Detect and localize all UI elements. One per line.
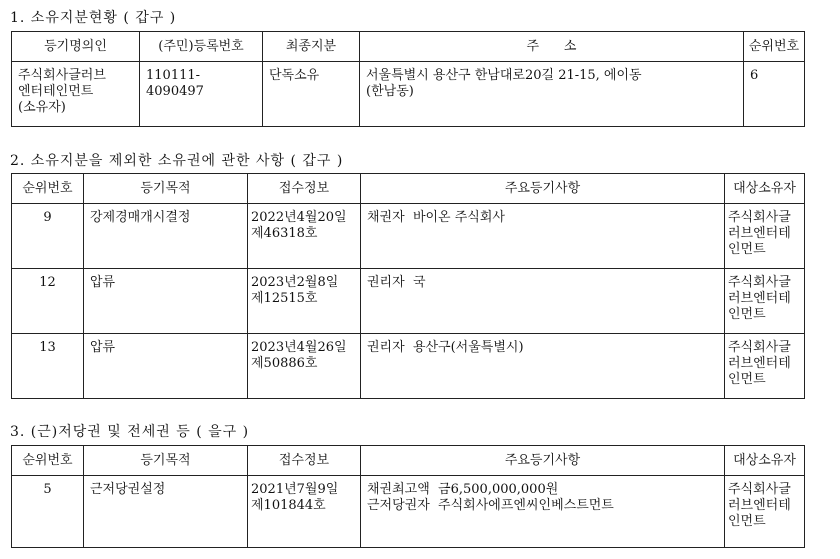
table-row xyxy=(12,476,805,548)
header-owner: 대상소유자 xyxy=(725,174,805,204)
rank-number: 6 xyxy=(744,62,805,127)
address: 서울특별시 용산구 한남대로20길 21-15, 에이동 (한남동) xyxy=(360,62,744,127)
header-rank: 순위번호 xyxy=(744,32,805,62)
registration-purpose: 강제경매개시결정 xyxy=(84,204,248,269)
header-receipt: 접수정보 xyxy=(248,446,361,476)
receipt-info: 2022년4월20일 제46318호 xyxy=(248,204,361,269)
header-rank: 순위번호 xyxy=(12,446,84,476)
section-1-title: 1. 소유지분현황 ( 갑구 ) xyxy=(10,10,177,26)
table-row xyxy=(12,204,805,269)
registration-purpose: 근저당권설정 xyxy=(84,476,248,548)
registration-number: 110111-4090497 xyxy=(140,62,263,127)
target-owner: 주식회사글 러브엔터테 인먼트 xyxy=(725,334,805,399)
table-header-row xyxy=(12,174,805,204)
header-purpose: 등기목적 xyxy=(84,446,248,476)
other-rights-table xyxy=(11,173,805,399)
main-details: 권리자 국 xyxy=(361,269,725,334)
rank-number: 5 xyxy=(12,476,84,548)
rank-number: 12 xyxy=(12,269,84,334)
table-row xyxy=(12,62,805,127)
main-details: 채권자 바이온 주식회사 xyxy=(361,204,725,269)
header-purpose: 등기목적 xyxy=(84,174,248,204)
main-details: 채권최고액 금6,500,000,000원 근저당권자 주식회사에프엔씨인베스트먼트 xyxy=(361,476,725,548)
holder-name: 주식회사글러브 엔터테인먼트 (소유자) xyxy=(12,62,140,127)
header-share: 최종지분 xyxy=(263,32,360,62)
ownership-table xyxy=(11,31,805,127)
section-3-title: 3. (근)저당권 및 전세권 등 ( 을구 ) xyxy=(10,424,250,440)
section-2-title: 2. 소유지분을 제외한 소유권에 관한 사항 ( 갑구 ) xyxy=(10,153,344,169)
receipt-info: 2023년2월8일 제12515호 xyxy=(248,269,361,334)
main-details: 권리자 용산구(서울특별시) xyxy=(361,334,725,399)
header-reg-no: (주민)등록번호 xyxy=(140,32,263,62)
header-receipt: 접수정보 xyxy=(248,174,361,204)
final-share: 단독소유 xyxy=(263,62,360,127)
registration-purpose: 압류 xyxy=(84,269,248,334)
target-owner: 주식회사글 러브엔터테 인먼트 xyxy=(725,476,805,548)
header-owner: 대상소유자 xyxy=(725,446,805,476)
rank-number: 9 xyxy=(12,204,84,269)
header-address: 주 소 xyxy=(360,32,744,62)
receipt-info: 2023년4월26일 제50886호 xyxy=(248,334,361,399)
table-header-row xyxy=(12,446,805,476)
table-row xyxy=(12,269,805,334)
header-rank: 순위번호 xyxy=(12,174,84,204)
header-details: 주요등기사항 xyxy=(361,446,725,476)
table-row xyxy=(12,334,805,399)
header-details: 주요등기사항 xyxy=(361,174,725,204)
target-owner: 주식회사글 러브엔터테 인먼트 xyxy=(725,204,805,269)
registration-purpose: 압류 xyxy=(84,334,248,399)
rank-number: 13 xyxy=(12,334,84,399)
mortgage-table xyxy=(11,445,805,548)
header-holder: 등기명의인 xyxy=(12,32,140,62)
target-owner: 주식회사글 러브엔터테 인먼트 xyxy=(725,269,805,334)
receipt-info: 2021년7월9일 제101844호 xyxy=(248,476,361,548)
table-header-row xyxy=(12,32,805,62)
